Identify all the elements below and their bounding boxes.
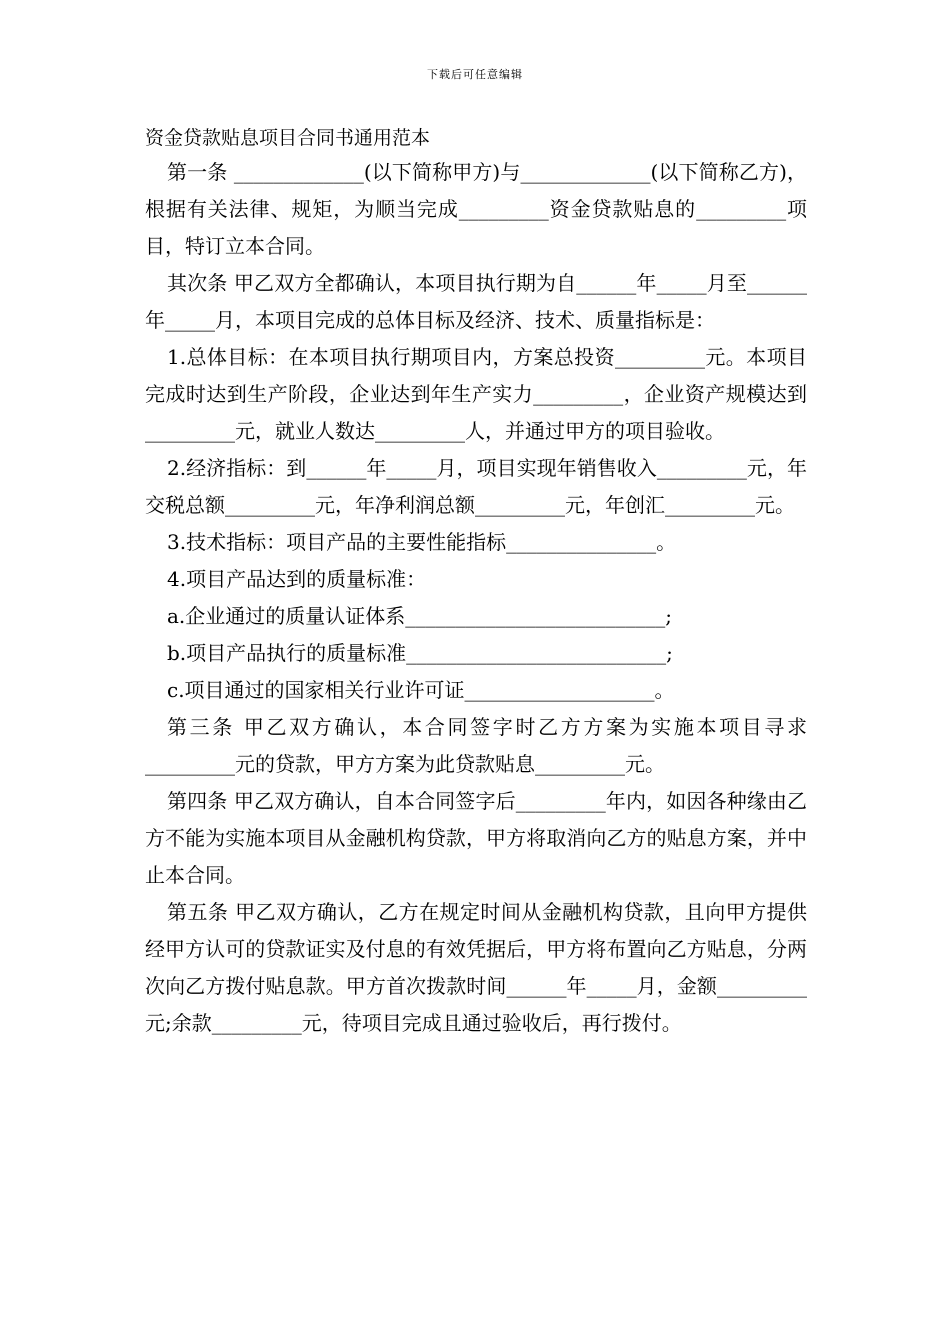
article-4-paragraph: 第四条 甲乙双方确认，自本合同签字后_________年内，如因各种缘由乙方不能为实施本项目从金融机构贷款，甲方将取消向乙方的贴息方案，并中止本合同。	[145, 789, 807, 887]
technical-indicators-paragraph: 3.技术指标：项目产品的主要性能指标_______________。	[167, 530, 677, 554]
quality-item-a: a.企业通过的质量认证体系__________________________;	[167, 604, 673, 628]
article-3-paragraph: 第三条 甲乙双方确认，本合同签字时乙方方案为实施本项目寻求_________元的贷款，甲方方案为此贷款贴息_________元。	[145, 715, 807, 776]
article-2-paragraph: 其次条 甲乙双方全都确认，本项目执行期为自______年_____月至______年_____月，本项目完成的总体目标及经济、技术、质量指标是：	[145, 271, 807, 332]
document-title: 资金贷款贴息项目合同书通用范本	[145, 127, 431, 149]
quality-item-b: b.项目产品执行的质量标准__________________________;	[167, 641, 673, 665]
economic-indicators-paragraph: 2.经济指标：到______年_____月，项目实现年销售收入_________元，年交税总额_________元，年净利润总额_________元，年创汇_________元。	[145, 456, 807, 517]
article-1-paragraph: 第一条 _____________(以下简称甲方)与_____________(以下简称乙方)，根据有关法律、规矩，为顺当完成_________资金贷款贴息的_________项目，特订立本合同。	[145, 160, 807, 258]
quality-standard-heading: 4.项目产品达到的质量标准：	[167, 567, 427, 591]
page-header: 下载后可任意编辑	[427, 68, 523, 81]
document-body	[145, 154, 807, 1042]
quality-item-c: c.项目通过的国家相关行业许可证___________________。	[167, 678, 675, 702]
overall-target-paragraph: 1.总体目标：在本项目执行期项目内，方案总投资_________元。本项目完成时达到生产阶段，企业达到年生产实力_________，企业资产规模达到_________元，就业人数达_________人，并通过甲方的项目验收。	[145, 345, 807, 443]
article-5-paragraph: 第五条 甲乙双方确认，乙方在规定时间从金融机构贷款，且向甲方提供经甲方认可的贷款证实及付息的有效凭据后，甲方将布置向乙方贴息，分两次向乙方拨付贴息款。甲方首次拨款时间______年_____月，金额_________元;余款_________元，待项目完成且通过验收后，再行拨付。	[145, 900, 807, 1035]
